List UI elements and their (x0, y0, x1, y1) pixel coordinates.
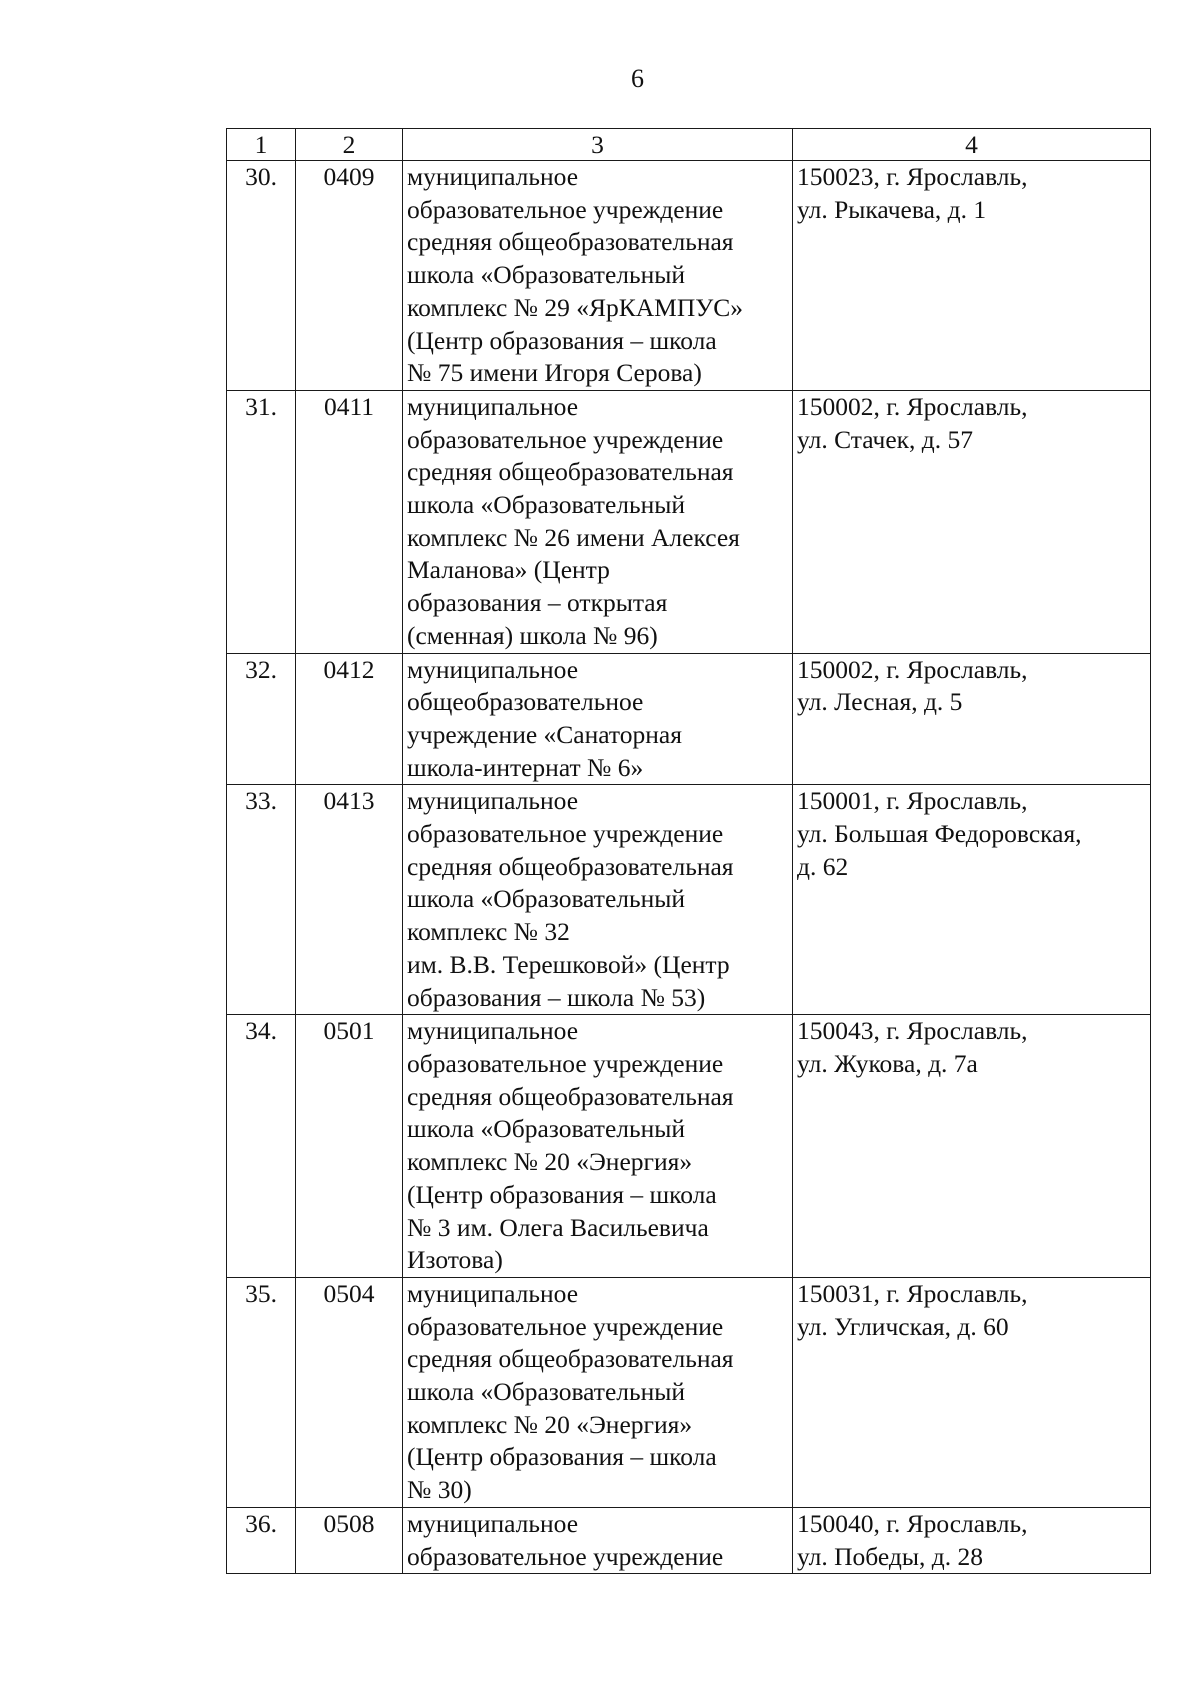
address-line: 150023, г. Ярославль, (797, 162, 1028, 191)
institution-name-line: средняя общеобразовательная (407, 457, 734, 487)
institution-name-line: муниципальное (407, 162, 579, 191)
table-row (227, 1015, 1151, 1278)
institution-name-line: (сменная) школа № 96) (407, 620, 658, 650)
address-line: ул. Лесная, д. 5 (797, 687, 963, 717)
institution-name-line: средняя общеобразовательная (407, 851, 734, 881)
institution-name-line: средняя общеобразовательная (407, 227, 734, 257)
address-line: ул. Угличская, д. 60 (797, 1311, 1009, 1341)
address-line: ул. Рыкачева, д. 1 (797, 194, 987, 224)
column-header: 3 (403, 129, 793, 161)
column-header: 2 (296, 129, 403, 161)
address-line: ул. Большая Федоровская, (797, 819, 1082, 849)
institution-code-cell: 0508 (296, 1507, 403, 1573)
table-row (227, 390, 1151, 653)
institution-name-line: образовательное учреждение (407, 1541, 724, 1571)
institution-name-cell (403, 1507, 793, 1573)
address-cell (793, 1507, 1151, 1573)
institution-name-line: средняя общеобразовательная (407, 1081, 734, 1111)
table-row (227, 785, 1151, 1015)
table-row (227, 161, 1151, 391)
table-body (227, 161, 1151, 1574)
institution-name-line: общеобразовательное (407, 687, 644, 717)
institution-name-line: им. В.В. Терешковой» (Центр (407, 949, 730, 979)
institution-code-cell: 0412 (296, 653, 403, 785)
institution-name-cell (403, 653, 793, 785)
table-header-row (227, 129, 1151, 161)
table-row (227, 1507, 1151, 1573)
institution-name-line: № 30) (407, 1475, 472, 1505)
institution-name-line: учреждение «Санаторная (407, 719, 682, 749)
institution-name-cell (403, 1277, 793, 1507)
institution-name-line: школа «Образовательный (407, 490, 686, 520)
institution-name-line: образовательное учреждение (407, 424, 724, 454)
institution-name-line: комплекс № 32 (407, 917, 570, 947)
institution-name-line: (Центр образования – школа (407, 1179, 717, 1209)
row-number-cell: 32. (227, 653, 296, 785)
institution-name-line: школа-интернат № 6» (407, 752, 644, 782)
row-number-cell: 35. (227, 1277, 296, 1507)
address-line: ул. Стачек, д. 57 (797, 424, 974, 454)
schools-table (226, 128, 1151, 1574)
institution-name-line: № 3 им. Олега Васильевича (407, 1212, 709, 1242)
institution-name-line: муниципальное (407, 1508, 579, 1538)
institution-name-line: № 75 имени Игоря Серова) (407, 358, 702, 388)
institution-name-line: муниципальное (407, 1016, 579, 1046)
institution-name-line: муниципальное (407, 786, 579, 816)
address-line: ул. Жукова, д. 7а (797, 1048, 978, 1078)
institution-name-line: школа «Образовательный (407, 1377, 686, 1407)
row-number-cell: 30. (227, 161, 296, 391)
address-line: д. 62 (797, 851, 849, 881)
institution-name-line: образовательное учреждение (407, 194, 724, 224)
institution-name-line: муниципальное (407, 654, 579, 684)
institution-name-cell (403, 161, 793, 391)
institution-name-line: школа «Образовательный (407, 260, 686, 290)
column-header: 4 (793, 129, 1151, 161)
institution-name-line: Маланова» (Центр (407, 555, 610, 585)
address-line: 150031, г. Ярославль, (797, 1278, 1028, 1308)
institution-name-line: комплекс № 29 «ЯрКАМПУС» (407, 292, 744, 322)
institution-code-cell: 0413 (296, 785, 403, 1015)
institution-name-line: образования – школа № 53) (407, 982, 706, 1012)
table-row (227, 653, 1151, 785)
address-line: ул. Победы, д. 28 (797, 1541, 983, 1571)
institution-name-line: школа «Образовательный (407, 1114, 686, 1144)
row-number-cell: 33. (227, 785, 296, 1015)
institution-name-line: школа «Образовательный (407, 884, 686, 914)
address-cell (793, 161, 1151, 391)
address-line: 150002, г. Ярославль, (797, 391, 1028, 421)
institution-name-line: Изотова) (407, 1245, 503, 1275)
address-cell (793, 653, 1151, 785)
address-cell (793, 1277, 1151, 1507)
row-number-cell: 31. (227, 390, 296, 653)
institution-name-cell (403, 1015, 793, 1278)
institution-code-cell: 0501 (296, 1015, 403, 1278)
institution-name-line: образовательное учреждение (407, 1311, 724, 1341)
table-row (227, 1277, 1151, 1507)
address-cell (793, 1015, 1151, 1278)
column-header: 1 (227, 129, 296, 161)
address-line: 150043, г. Ярославль, (797, 1016, 1028, 1046)
institution-name-line: (Центр образования – школа (407, 325, 717, 355)
institution-name-line: комплекс № 20 «Энергия» (407, 1147, 693, 1177)
institution-name-cell (403, 390, 793, 653)
institution-name-line: (Центр образования – школа (407, 1442, 717, 1472)
institution-name-line: комплекс № 26 имени Алексея (407, 522, 740, 552)
institution-code-cell: 0409 (296, 161, 403, 391)
institution-name-line: средняя общеобразовательная (407, 1344, 734, 1374)
institution-name-line: комплекс № 20 «Энергия» (407, 1409, 693, 1439)
institution-name-line: образовательное учреждение (407, 1048, 724, 1078)
institution-code-cell: 0504 (296, 1277, 403, 1507)
institution-name-line: образовательное учреждение (407, 819, 724, 849)
row-number-cell: 36. (227, 1507, 296, 1573)
page-number: 6 (631, 64, 644, 93)
institution-name-line: муниципальное (407, 391, 579, 421)
institution-code-cell: 0411 (296, 390, 403, 653)
institution-name-cell (403, 785, 793, 1015)
address-cell (793, 390, 1151, 653)
address-line: 150002, г. Ярославль, (797, 654, 1028, 684)
address-line: 150040, г. Ярославль, (797, 1508, 1028, 1538)
address-line: 150001, г. Ярославль, (797, 786, 1028, 816)
address-cell (793, 785, 1151, 1015)
row-number-cell: 34. (227, 1015, 296, 1278)
institution-name-line: образования – открытая (407, 588, 668, 618)
institution-name-line: муниципальное (407, 1278, 579, 1308)
